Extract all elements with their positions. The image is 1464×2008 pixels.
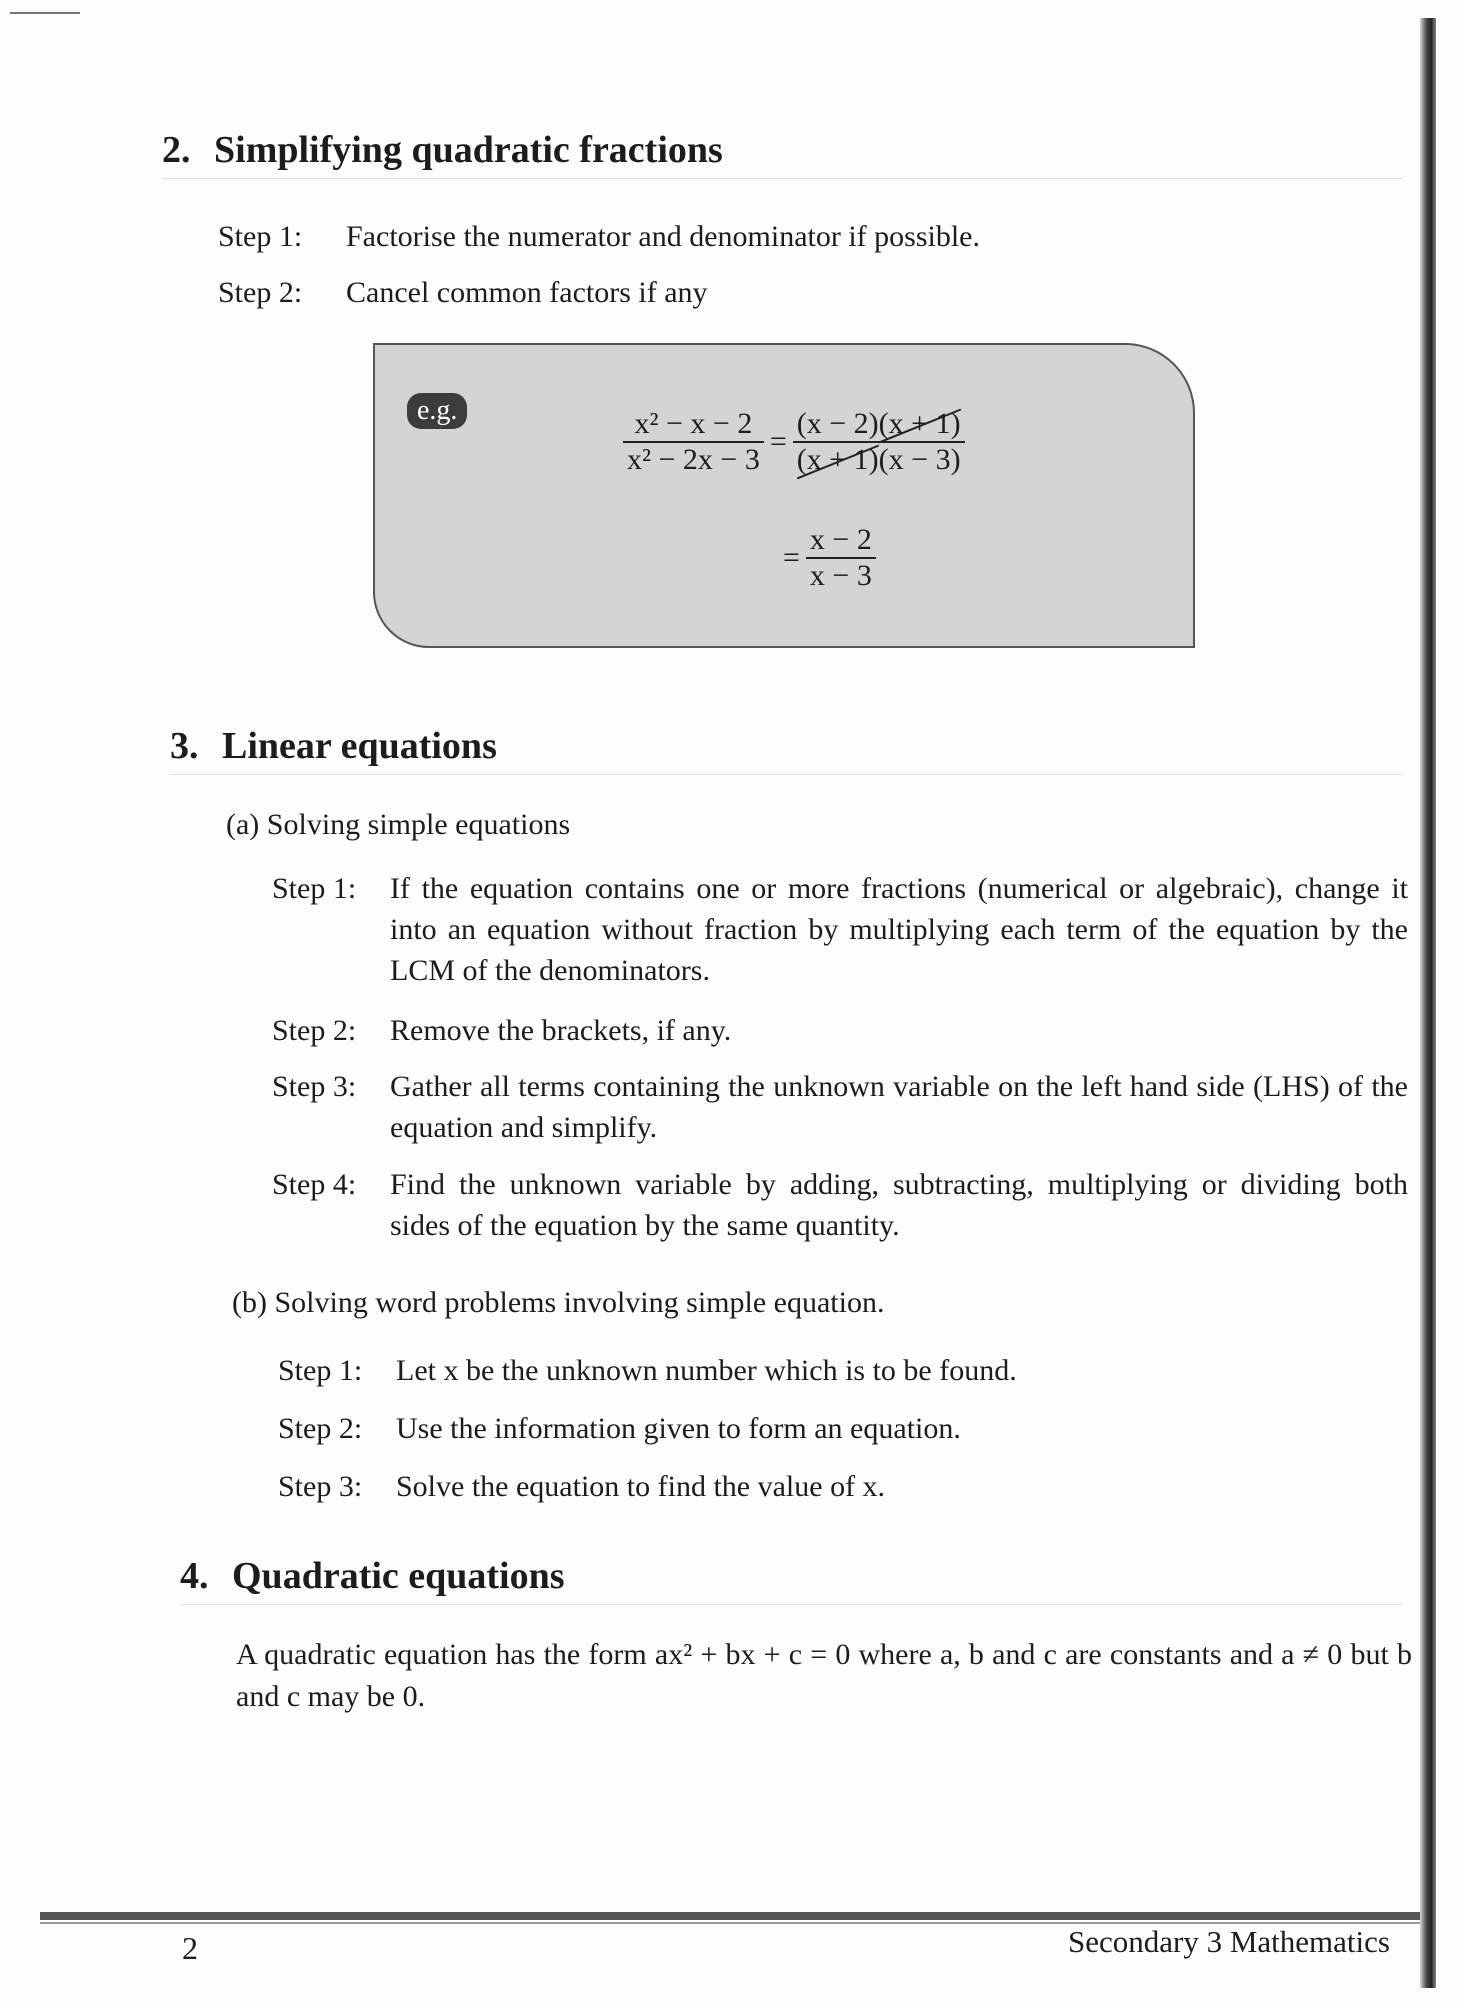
step-label: Step 2: <box>272 1014 357 1047</box>
factor: (x − 2) <box>796 407 879 440</box>
section-2-heading <box>162 128 1402 179</box>
section-4-paragraph: A quadratic equation has the form ax² + bx + c = 0 where a, b and c are constants and a ≠ 0 but b and c may be 0. <box>236 1638 1412 1713</box>
step-text: Use the information given to form an equation. <box>396 1412 961 1445</box>
factorised-fraction <box>793 407 965 477</box>
factorised-numerator <box>793 407 965 443</box>
step-label: Step 3: <box>278 1470 363 1503</box>
result-denominator: x − 3 <box>809 559 872 592</box>
step-text: If the equation contains one or more fractions (numerical or algebraic), change it into an equation without fraction by multiplying each term of the equation by the LCM of the denominators. <box>390 872 1408 987</box>
example-box <box>373 343 1195 648</box>
section-4-number: 4. <box>180 1555 209 1597</box>
factor: (x − 3) <box>878 443 961 476</box>
top-rule <box>10 12 80 14</box>
step-label: Step 2: <box>218 276 303 309</box>
step-text: Cancel common factors if any <box>346 276 708 309</box>
section-3-title: Linear equations <box>222 725 497 767</box>
step-label: Step 4: <box>272 1168 357 1201</box>
step-text: Gather all terms containing the unknown variable on the left hand side (LHS) of the equation and simplify. <box>390 1070 1408 1144</box>
footer-rule <box>40 1912 1420 1920</box>
cancelled-factor: (x + 1) <box>796 443 879 476</box>
section-3b-step-3 <box>278 1466 1408 1507</box>
step-text: Factorise the numerator and denominator if possible. <box>346 220 980 253</box>
section-3b-step-2 <box>278 1408 1408 1449</box>
step-label: Step 2: <box>278 1412 363 1445</box>
step-text: Solve the equation to find the value of x. <box>396 1470 886 1503</box>
section-3b-title: (b) Solving word problems involving simple equation. <box>232 1286 885 1319</box>
cancelled-factor: (x + 1) <box>878 407 961 440</box>
step-label: Step 1: <box>278 1354 363 1387</box>
equals-sign: = <box>783 541 800 574</box>
section-3b-step-1 <box>278 1350 1408 1391</box>
step-label: Step 3: <box>272 1070 357 1103</box>
step-text: Let x be the unknown number which is to be found. <box>396 1354 1017 1387</box>
lhs-numerator: x² − x − 2 <box>623 407 764 443</box>
example-badge: e.g. <box>407 393 467 429</box>
factorised-denominator <box>793 443 965 477</box>
section-4-title: Quadratic equations <box>232 1555 565 1597</box>
section-3a-step-2 <box>272 1010 1408 1051</box>
book-title: Secondary 3 Mathematics <box>1068 1924 1390 1959</box>
step-text: Find the unknown variable by adding, subtracting, multiplying or dividing both sides of the equation by the same quantity. <box>390 1168 1408 1242</box>
lhs-fraction <box>623 407 764 477</box>
section-2-title: Simplifying quadratic fractions <box>214 129 723 171</box>
section-3-number: 3. <box>170 725 199 767</box>
section-3a-step-4 <box>272 1164 1408 1246</box>
step-text: Remove the brackets, if any. <box>390 1014 732 1047</box>
example-line-1 <box>623 407 965 477</box>
book-spine-shadow <box>1420 18 1436 1988</box>
section-3a-step-3 <box>272 1066 1408 1148</box>
section-2-step-1 <box>218 216 1118 257</box>
step-label: Step 1: <box>272 872 357 905</box>
equals-sign: = <box>769 425 787 458</box>
step-label: Step 1: <box>218 220 303 253</box>
section-3a-title: (a) Solving simple equations <box>226 808 571 841</box>
lhs-denominator: x² − 2x − 3 <box>627 443 760 476</box>
section-2-step-2 <box>218 272 1118 313</box>
section-3a-step-1 <box>272 868 1408 991</box>
section-4-heading <box>180 1554 1402 1605</box>
result-fraction <box>806 523 876 593</box>
example-line-2 <box>777 523 876 593</box>
section-3-heading <box>170 724 1402 775</box>
result-numerator: x − 2 <box>806 523 876 559</box>
page-number: 2 <box>182 1930 198 1966</box>
section-2-number: 2. <box>162 129 191 171</box>
